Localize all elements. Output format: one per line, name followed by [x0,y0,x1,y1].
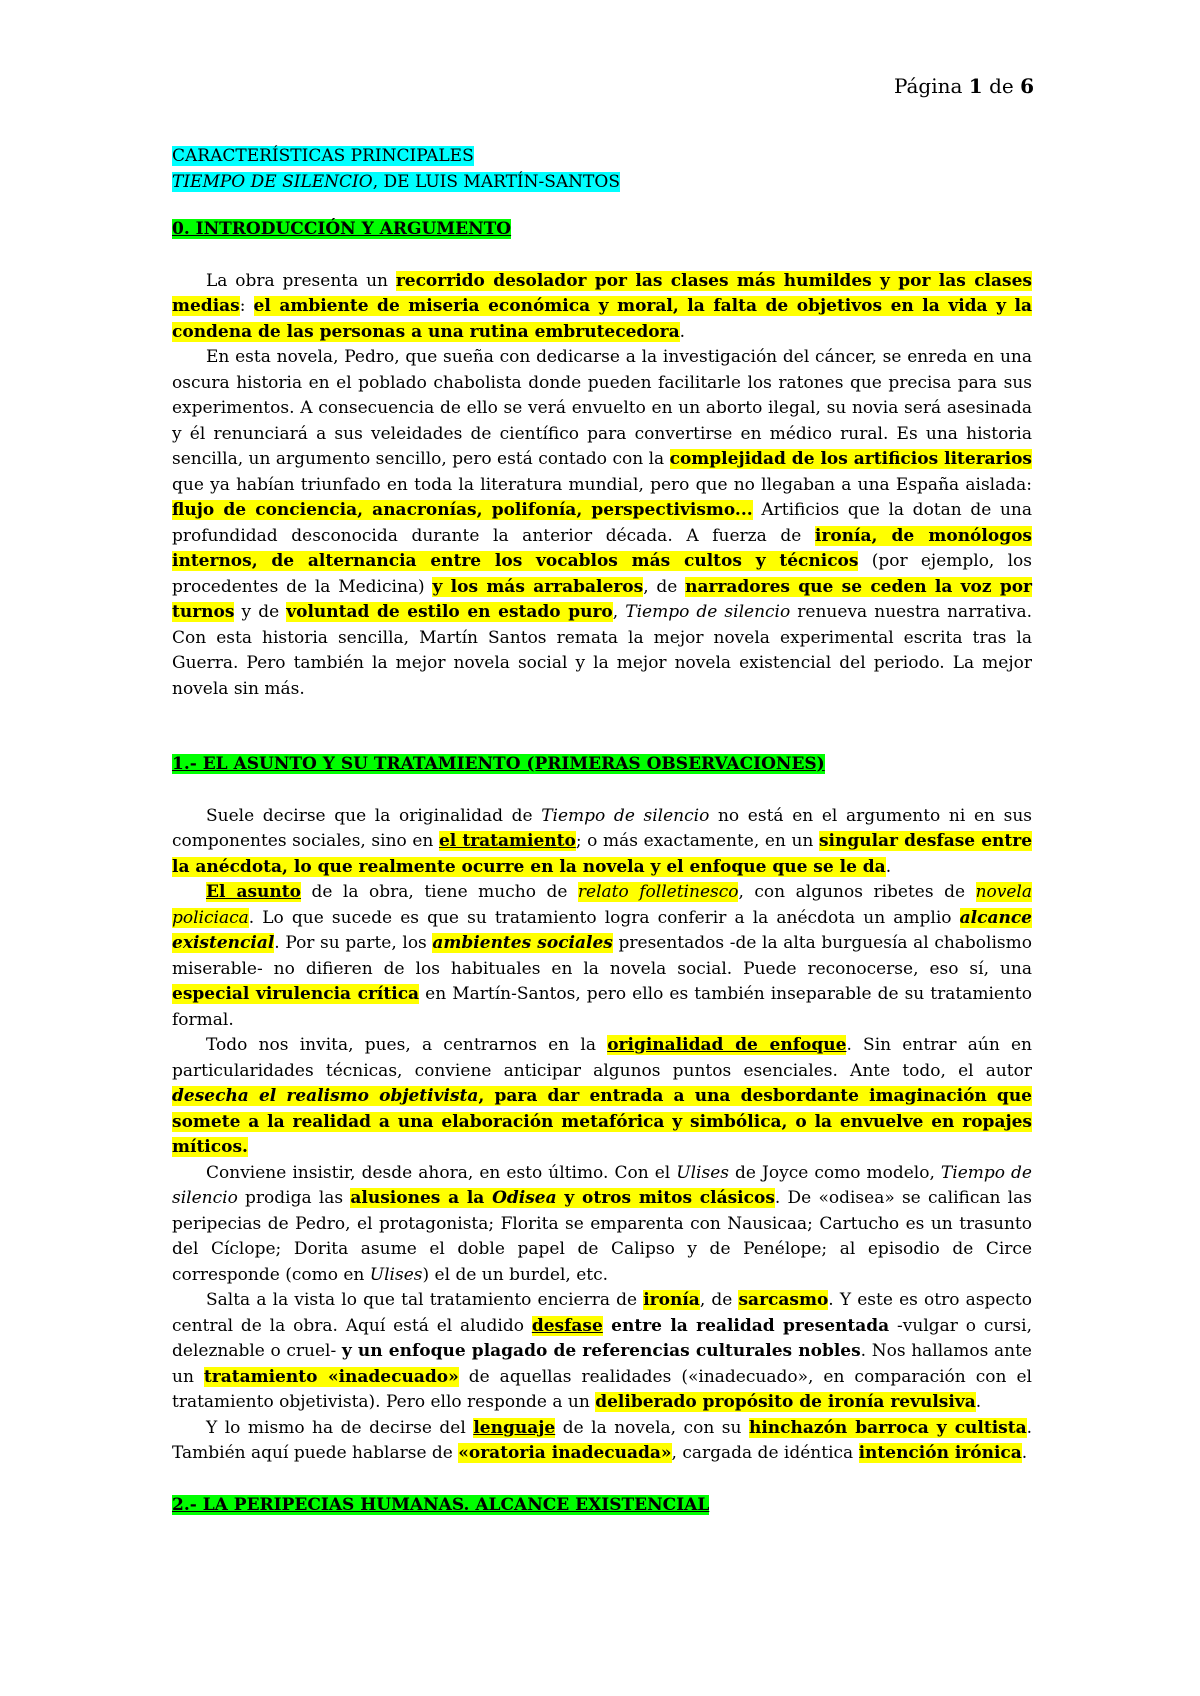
paragraph-4: El asunto de la obra, tiene mucho de relato folletinesco, con algunos ribetes de novela policiaca. Lo que sucede es que su tratamiento logra conferir a la anécdota un amplio alcance existencial. Por su parte, los ambientes sociales presentados -de la alta burguesía al chabolismo miserable- no difieren de los habituales en la novela social. Puede reconocerse, eso sí, una especial virulencia crítica en Martín-Santos, pero ello es también inseparable de su tratamiento formal. [172,882,1033,1030]
paragraph-2: En esta novela, Pedro, que sueña con dedicarse a la investigación del cáncer, se enreda en una oscura historia en el poblado chabolista donde pueden facilitarle los ratones que precisa para sus experimentos. A consecuencia de ello se verá envuelto en un aborto ilegal, su novia será asesinada y él renunciará a sus veleidades de científico para convertirse en médico rural. Es una historia sencilla, un argumento sencillo, pero está contado con la complejidad de los artificios literarios que ya habían triunfado en toda la literatura mundial, pero que no llegaban a una España aislada: flujo de conciencia, anacronías, polifonía, perspectivismo... Artificios que la dotan de una profundidad desconocida durante la anterior década. A fuerza de ironía, de monólogos internos, de alternancia entre los vocablos más cultos y técnicos (por ejemplo, los procedentes de la Medicina) y los más arrabaleros, de narradores que se ceden la voz por turnos y de voluntad de estilo en estado puro, Tiempo de silencio renueva nuestra narrativa. Con esta historia sencilla, Martín Santos remata la mejor novela experimental escrita tras la Guerra. Pero también la mejor novela social y la mejor novela existencial del periodo. La mejor novela sin más. [172,347,1032,699]
paragraph-7: Salta a la vista lo que tal tratamiento encierra de ironía, de sarcasmo. Y este es otro aspecto central de la obra. Aquí está el aludido desfase entre la realidad presentada -vulgar o cursi, deleznable o cruel- y un enfoque plagado de referencias culturales nobles. Nos hallamos ante un tratamiento «inadecuado» de aquellas realidades («inadecuado», en comparación con el tratamiento objetivista). Pero ello responde a un deliberado propósito de ironía revulsiva. [172,1290,1032,1412]
document-body [172,144,1032,1518]
paragraph-8: Y lo mismo ha de decirse del lenguaje de la novela, con su hinchazón barroca y cultista. También aquí puede hablarse de «oratoria inadecuada», cargada de idéntica intención irónica. [172,1417,1033,1463]
section-heading-2: 2.- LA PERIPECIAS HUMANAS. ALCANCE EXISTENCIAL [172,1494,710,1515]
paragraph-1: La obra presenta un recorrido desolador por las clases más humildes y por las clases medias: el ambiente de miseria económica y moral, la falta de objetivos en la vida y la condena de las personas a una rutina embrutecedora. [172,270,1032,342]
paragraph-3: Suele decirse que la originalidad de Tiempo de silencio no está en el argumento ni en sus componentes sociales, sino en el tratamiento; o más exactamente, en un singular desfase entre la anécdota, lo que realmente ocurre en la novela y el enfoque que se le da. [172,805,1033,877]
section-heading-0: 0. INTRODUCCIÓN Y ARGUMENTO [172,219,512,239]
document-title [172,144,1032,195]
title-line-2: TIEMPO DE SILENCIO, DE LUIS MARTÍN-SANTOS [172,171,620,192]
paragraph-6: Conviene insistir, desde ahora, en esto último. Con el Ulises de Joyce como modelo, Tiempo de silencio prodiga las alusiones a la Odisea y otros mitos clásicos. De «odisea» se califican las peripecias de Pedro, el protagonista; Florita se emparenta con Nausicaa; Cartucho es un trasunto del Cíclope; Dorita asume el doble papel de Calipso y de Penélope; al episodio de Circe corresponde (como en Ulises) el de un burdel, etc. [172,1162,1032,1285]
section-heading-1: 1.- EL ASUNTO Y SU TRATAMIENTO (PRIMERAS OBSERVACIONES) [172,754,825,774]
title-line-1: CARACTERÍSTICAS PRINCIPALES [172,146,474,166]
paragraph-5: Todo nos invita, pues, a centrarnos en la originalidad de enfoque. Sin entrar aún en particularidades técnicas, conviene anticipar algunos puntos esenciales. Ante todo, el autor desecha el realismo objetivista, para dar entrada a una desbordante imaginación que somete a la realidad a una elaboración metafórica y simbólica, o la envuelve en ropajes míticos. [172,1035,1033,1157]
page-number: Página 1 de 6 [893,74,1034,98]
